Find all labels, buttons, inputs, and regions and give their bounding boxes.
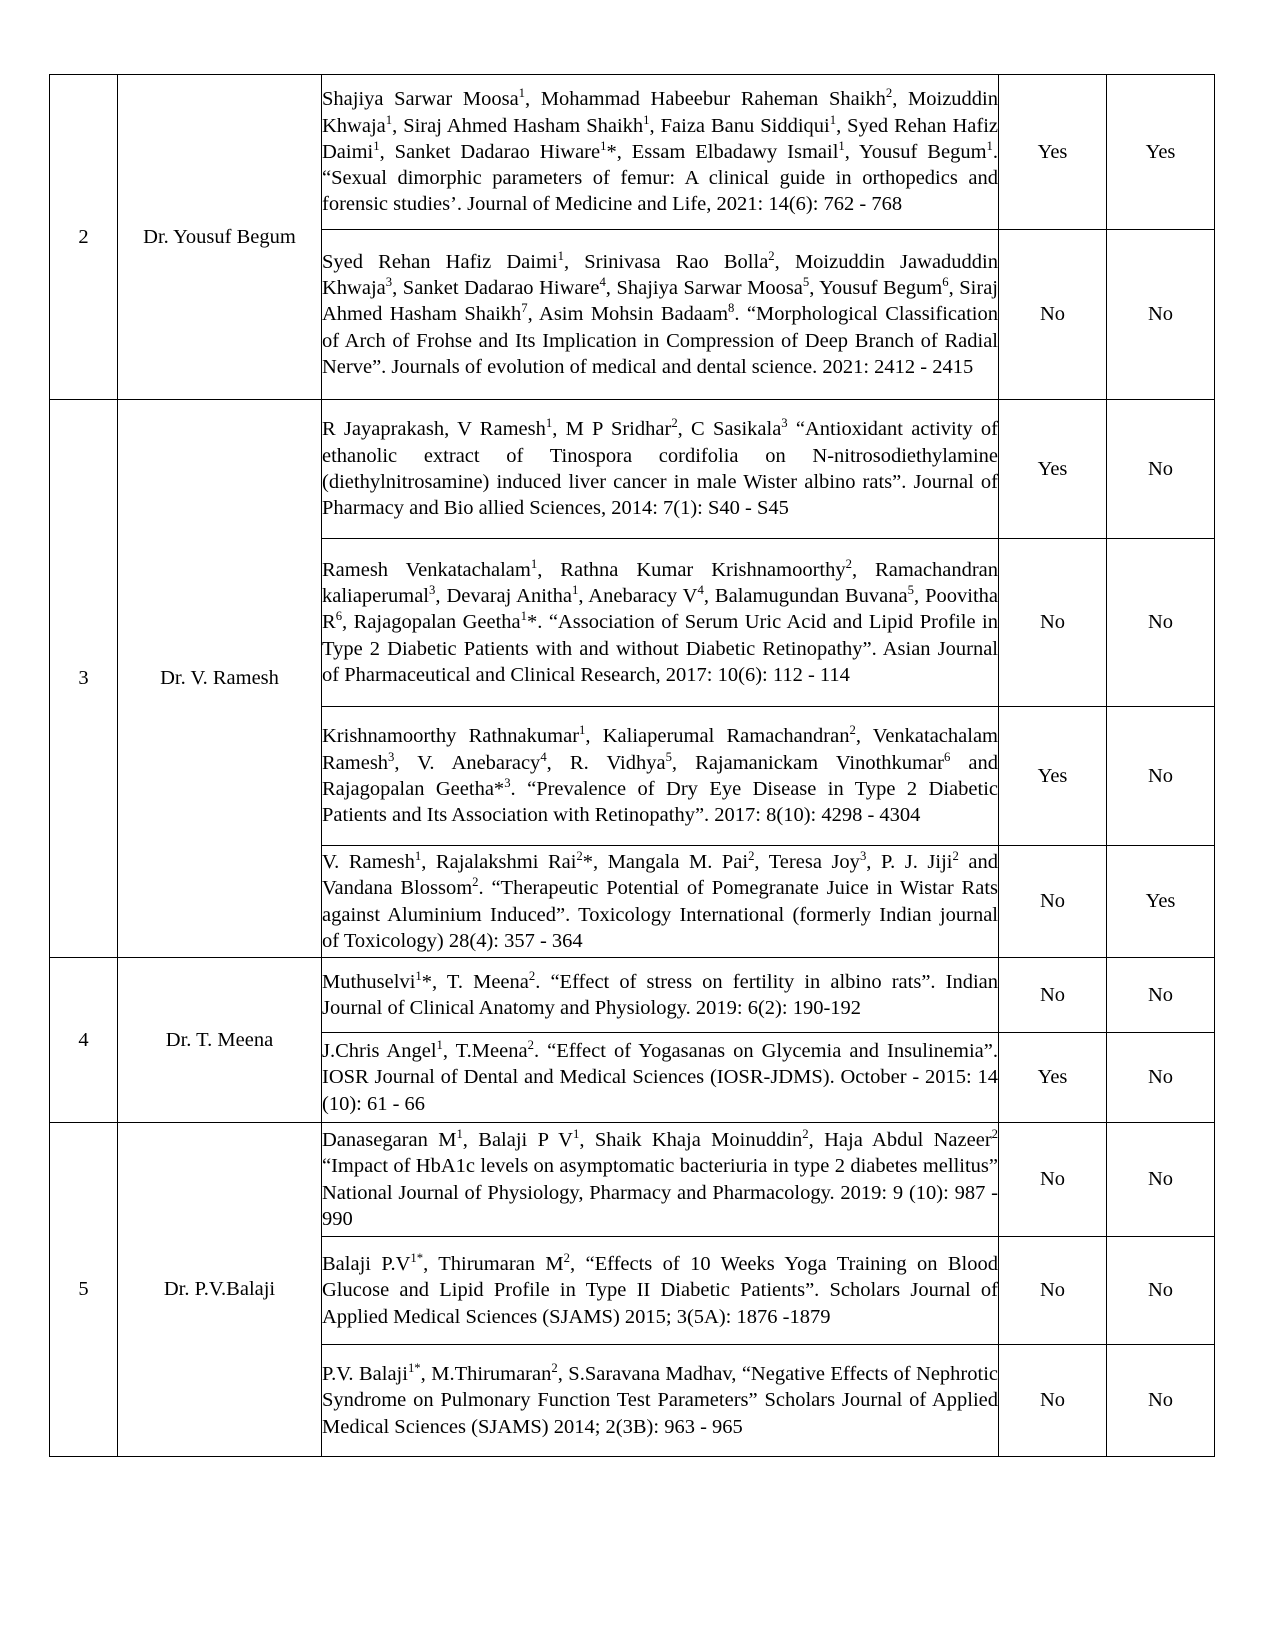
citation-text: P.V. Balaji$^{1*}$, M.Thirumaran$^2$, S.Saravana Madhav, “Negative Effects of Nephrotic Syndrome on Pulmonary Function Test Parameters” Scholars Journal of Applied Medical Sciences (SJAMS) 2014; 2(3B): 963 - 965 bbox=[322, 1361, 998, 1438]
publication-citation-cell bbox=[322, 958, 999, 1033]
indexed-flag-cell: No bbox=[999, 1345, 1107, 1457]
page bbox=[49, 74, 1214, 1457]
second-flag-cell: No bbox=[1107, 1123, 1215, 1237]
citation-text: Shajiya Sarwar Moosa$^1$, Mohammad Habeebur Raheman Shaikh$^2$, Moizuddin Khwaja$^1$, Siraj Ahmed Hasham Shaikh$^1$, Faiza Banu Siddiqui$^1$, Syed Rehan Hafiz Daimi$^1$, Sanket Dadarao Hiware$^1$*, Essam Elbadawy Ismail$^1$, Yousuf Begum$^1$. “Sexual dimorphic parameters of femur: A clinical guide in orthopedics and forensic studies’. Journal of Medicine and Life, 2021: 14(6): 762 - 768 bbox=[322, 86, 998, 216]
publication-citation-cell bbox=[322, 1033, 999, 1123]
citation-text: Balaji $P.V^{1*}$, Thirumaran $M^2$, “Effects of 10 Weeks Yoga Training on Blood Glucose and Lipid Profile in Type II Diabetic Patients”. Scholars Journal of Applied Medical Sciences (SJAMS) 2015; 3(5A): 1876 -1879 bbox=[322, 1251, 998, 1328]
second-flag-cell: Yes bbox=[1107, 75, 1215, 230]
indexed-flag-cell: Yes bbox=[999, 707, 1107, 846]
publication-citation-cell bbox=[322, 707, 999, 846]
indexed-flag-cell: No bbox=[999, 1123, 1107, 1237]
faculty-name-cell: Dr. P.V.Balaji bbox=[118, 1123, 322, 1457]
serial-number-cell: 4 bbox=[50, 958, 118, 1123]
second-flag-cell: Yes bbox=[1107, 846, 1215, 958]
publication-citation-cell bbox=[322, 400, 999, 539]
citation-text: J.Chris Angel$^1$, T.Meena$^2$. “Effect of Yogasanas on Glycemia and Insulinemia”. IOSR Journal of Dental and Medical Sciences (IOSR-JDMS). October - 2015: 14 (10): 61 - 66 bbox=[322, 1038, 998, 1115]
serial-number-cell: 3 bbox=[50, 400, 118, 958]
table-row bbox=[50, 400, 1215, 539]
indexed-flag-cell: No bbox=[999, 539, 1107, 707]
citation-text: Syed Rehan Hafiz Daimi$^1$, Srinivasa Rao Bolla$^2$, Moizuddin Jawaduddin Khwaja$^3$, Sanket Dadarao Hiware$^4$, Shajiya Sarwar Moosa$^5$, Yousuf Begum$^6$, Siraj Ahmed Hasham Shaikh$^7$, Asim Mohsin Badaam$^8$. “Morphological Classification of Arch of Frohse and Its Implication in Compression of Deep Branch of Radial Nerve”. Journals of evolution of medical and dental science. 2021: 2412 - 2415 bbox=[322, 248, 998, 378]
indexed-flag-cell: No bbox=[999, 958, 1107, 1033]
publication-citation-cell bbox=[322, 846, 999, 958]
faculty-name-cell: Dr. Yousuf Begum bbox=[118, 75, 322, 400]
publication-citation-cell bbox=[322, 230, 999, 400]
serial-number-cell: 2 bbox=[50, 75, 118, 400]
publication-citation-cell bbox=[322, 539, 999, 707]
citation-text: Muthuselvi$^1$*, T. Meena$^2$. “Effect of stress on fertility in albino rats”. Indian Journal of Clinical Anatomy and Physiology. 2019: 6(2): 190-192 bbox=[322, 968, 999, 1019]
second-flag-cell: No bbox=[1107, 958, 1215, 1033]
second-flag-cell: No bbox=[1107, 539, 1215, 707]
publication-citation-cell bbox=[322, 1237, 999, 1345]
table-row bbox=[50, 958, 1215, 1033]
second-flag-cell: No bbox=[1107, 1345, 1215, 1457]
faculty-name-cell: Dr. V. Ramesh bbox=[118, 400, 322, 958]
publications-table bbox=[49, 74, 1215, 1457]
indexed-flag-cell: No bbox=[999, 846, 1107, 958]
second-flag-cell: No bbox=[1107, 400, 1215, 539]
citation-text: Krishnamoorthy Rathnakumar$^1$, Kaliaperumal Ramachandran$^2$, Venkatachalam Ramesh$^3$, V. Anebaracy$^4$, R. Vidhya$^5$, Rajamanickam Vinothkumar$^6$ and Rajagopalan Geetha*$^3$. “Prevalence of Dry Eye Disease in Type 2 Diabetic Patients and Its Association with Retinopathy”. 2017: 8(10): 4298 - 4304 bbox=[322, 723, 999, 827]
publication-citation-cell bbox=[322, 1345, 999, 1457]
second-flag-cell: No bbox=[1107, 1033, 1215, 1123]
indexed-flag-cell: Yes bbox=[999, 1033, 1107, 1123]
second-flag-cell: No bbox=[1107, 230, 1215, 400]
citation-text: Danasegaran $M^1$, Balaji P $V^1$, Shaik Khaja Moinuddin$^2$, Haja Abdul Nazeer$^2$ “Impact of HbA1c levels on asymptomatic bacteriuria in type 2 diabetes mellitus” National Journal of Physiology, Pharmacy and Pharmacology. 2019: 9 (10): 987 - 990 bbox=[322, 1127, 998, 1230]
citation-text: V. Ramesh$^1$, Rajalakshmi Rai$^2$*, Mangala M. Pai$^2$, Teresa Joy$^3$, P. J. Jiji$^2$ and Vandana Blossom$^2$. “Therapeutic Potential of Pomegranate Juice in Wistar Rats against Aluminium Induced”. Toxicology International (formerly Indian journal of Toxicology) 28(4): 357 - 364 bbox=[322, 849, 998, 952]
indexed-flag-cell: No bbox=[999, 230, 1107, 400]
table-row bbox=[50, 75, 1215, 230]
indexed-flag-cell: Yes bbox=[999, 75, 1107, 230]
citation-text: Ramesh Venkatachalam$^1$, Rathna Kumar Krishnamoorthy$^2$, Ramachandran kaliaperumal$^3$, Devaraj Anitha$^1$, Anebaracy $V^4$, Balamugundan Buvana$^5$, Poovitha $R^6$, Rajagopalan Geetha$^1$*. “Association of Serum Uric Acid and Lipid Profile in Type 2 Diabetic Patients with and without Diabetic Retinopathy”. Asian Journal of Pharmaceutical and Clinical Research, 2017: 10(6): 112 - 114 bbox=[322, 556, 998, 686]
publications-table-body bbox=[50, 75, 1215, 1457]
serial-number-cell: 5 bbox=[50, 1123, 118, 1457]
publication-citation-cell bbox=[322, 1123, 999, 1237]
second-flag-cell: No bbox=[1107, 707, 1215, 846]
second-flag-cell: No bbox=[1107, 1237, 1215, 1345]
indexed-flag-cell: No bbox=[999, 1237, 1107, 1345]
indexed-flag-cell: Yes bbox=[999, 400, 1107, 539]
table-row bbox=[50, 1123, 1215, 1237]
faculty-name-cell: Dr. T. Meena bbox=[118, 958, 322, 1123]
publication-citation-cell bbox=[322, 75, 999, 230]
citation-text: R Jayaprakash, V Ramesh$^1$, M P Sridhar$^2$, C Sasikala$^3$ “Antioxidant activity of ethanolic extract of Tinospora cordifolia on N-nitrosodiethylamine (diethylnitrosamine) induced liver cancer in male Wister albino rats”. Journal of Pharmacy and Bio allied Sciences, 2014: 7(1): S40 - S45 bbox=[322, 416, 999, 520]
